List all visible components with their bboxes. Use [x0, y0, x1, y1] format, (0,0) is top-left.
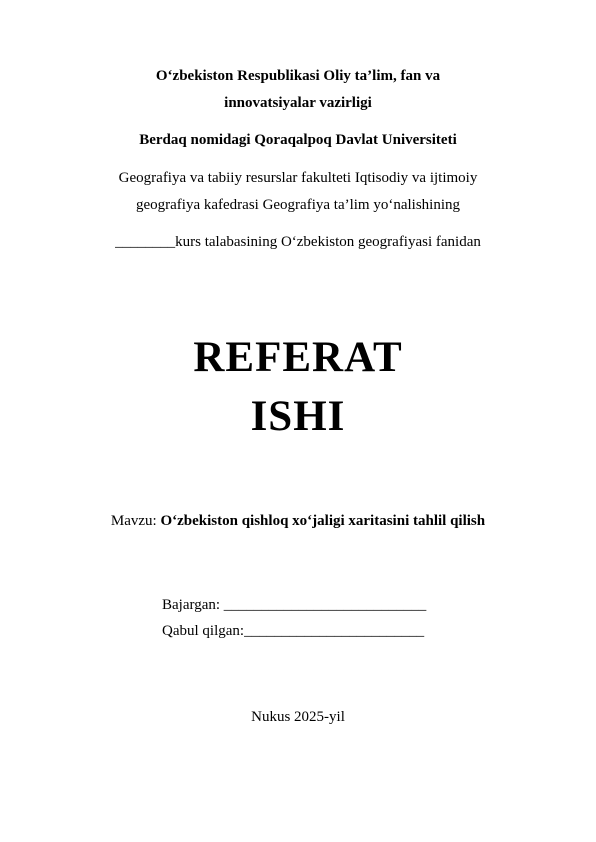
- accepted-by-label: Qabul qilgan:: [162, 623, 245, 639]
- city-year: Nukus 2025-yil: [251, 709, 345, 725]
- student-course-text: kurs talabasining O‘zbekiston geografiyasi fanidan: [175, 234, 481, 250]
- faculty-line-1: Geografiya va tabiiy resurslar fakulteti Iqtisodiy va ijtimoiy: [118, 170, 478, 186]
- course-blank: ________: [115, 234, 176, 250]
- done-by-label: Bajargan:: [162, 597, 224, 613]
- done-by-line: [162, 597, 426, 614]
- topic-value: O‘zbekiston qishloq xo‘jaligi xaritasini tahlil qilish: [160, 513, 486, 529]
- topic-label: Mavzu:: [110, 513, 161, 529]
- student-course-line: [0, 234, 596, 251]
- done-by-blank: ___________________________: [223, 597, 427, 613]
- ministry-name-line-2: innovatsiyalar vazirligi: [224, 95, 372, 111]
- accepted-by-line: [162, 623, 424, 640]
- document-title-line-2: ISHI: [250, 393, 346, 440]
- document-title-line-1: REFERAT: [193, 334, 403, 381]
- faculty-line-2: geografiya kafedrasi Geografiya ta’lim yo‘nalishining: [135, 197, 461, 213]
- accepted-by-blank: ________________________: [244, 623, 425, 639]
- ministry-name-line-1: O‘zbekiston Respublikasi Oliy ta’lim, fan va: [155, 68, 441, 84]
- topic-line: [0, 513, 596, 530]
- university-name: Berdaq nomidagi Qoraqalpoq Davlat Universiteti: [139, 132, 457, 148]
